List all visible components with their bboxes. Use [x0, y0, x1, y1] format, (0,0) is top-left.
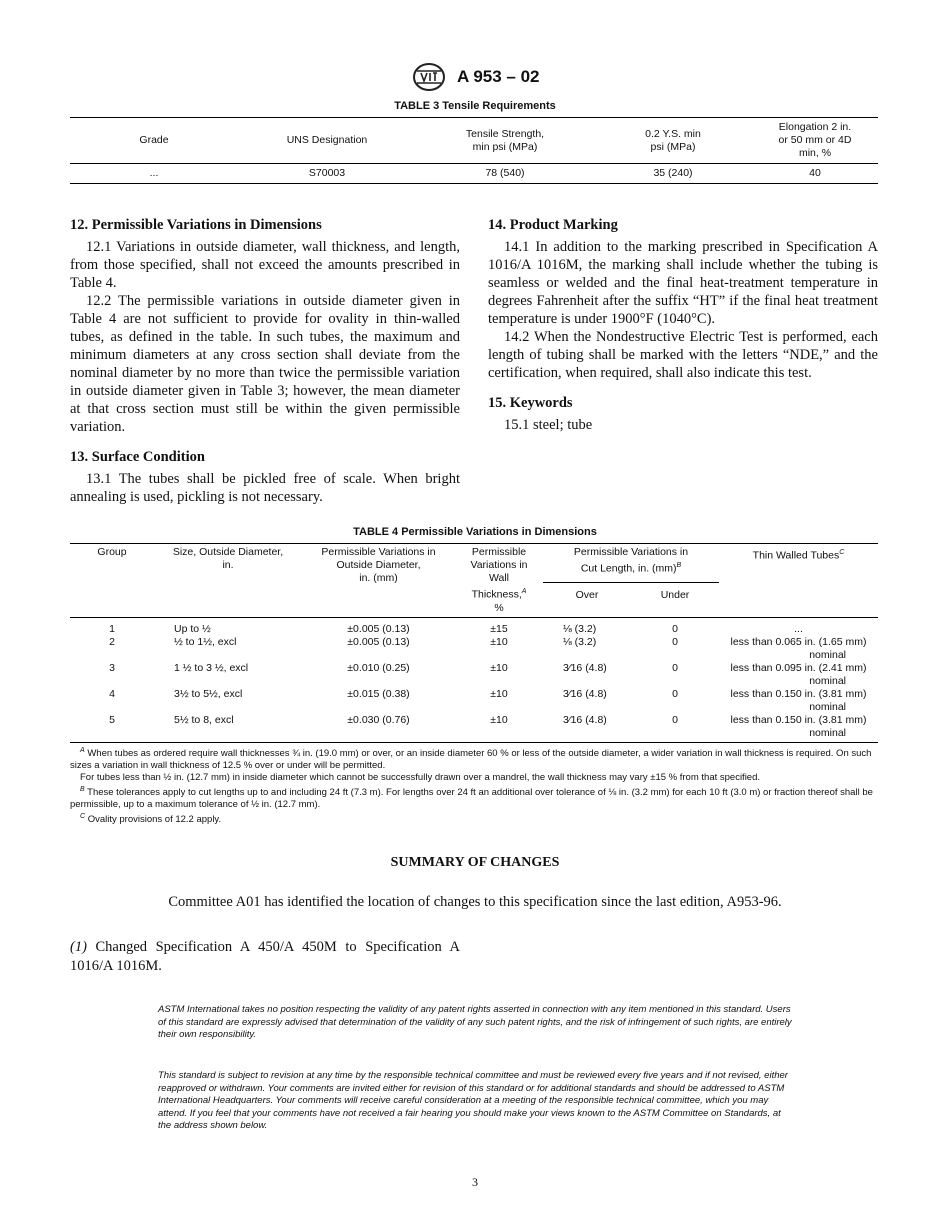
cell-under: 0 — [672, 713, 678, 726]
table-row — [70, 636, 878, 662]
cell-od: ±0.015 (0.38) — [347, 687, 410, 700]
section-15-title: 15. Keywords — [488, 395, 573, 411]
cell-wall: ±10 — [490, 713, 508, 726]
cell-tensile: 78 (540) — [485, 167, 525, 179]
cell-size: 5½ to 8, excl — [174, 713, 234, 726]
cell-thin-walled: less than 0.065 in. (1.65 mm) nominal — [730, 635, 867, 661]
cell-under: 0 — [672, 661, 678, 674]
tensile-requirements-table — [70, 117, 878, 184]
patent-disclaimer: ASTM International takes no position respecting the validity of any patent rights asserted in connection with any item mentioned in this standard. Users of this standard are expressly advised that determination of the validity of any such patent rights, and the risk of infringement of such rights, are entirely their own responsibility. — [158, 1004, 792, 1040]
header-thin-walled: Thin Walled Tubes$^C$ — [719, 544, 878, 618]
cell-size: 1 ½ to 3 ½, excl — [174, 661, 249, 674]
cell-od: ±0.005 (0.13) — [347, 635, 410, 648]
cell-od: ±0.030 (0.76) — [347, 713, 410, 726]
cell-elongation: 40 — [809, 167, 821, 179]
section-15 — [488, 394, 878, 434]
cell-od: ±0.010 (0.25) — [347, 661, 410, 674]
paragraph-14-1: 14.1 In addition to the marking prescribed in Specification A 1016/A 1016M, the marking shall include whether the tubing is seamless or welded and the final heat-treatment temperature in degrees Fahrenheit after the suffix “HT” if the final heat treatment temperature is under 1900°F (1040°C). — [488, 239, 878, 327]
header-group: Group — [70, 544, 154, 618]
section-12 — [70, 216, 460, 436]
header-over: Over — [543, 583, 631, 618]
header-elongation: Elongation 2 in. or 50 mm or 4D min, % — [752, 118, 878, 164]
change-item: (1) Changed Specification A 450/A 450M to Specification A 1016/A 1016M. — [70, 939, 460, 974]
cell-size: Up to ½ — [174, 622, 211, 635]
cell-group: 5 — [109, 713, 115, 726]
revision-disclaimer: This standard is subject to revision at any time by the responsible technical committee and must be reviewed every five years and if not revised, either reapproved or withdrawn. Your comments are invited either for revision of this standard or for additional standards and should be addressed to ASTM International Headquarters. Your comments will receive careful consideration at a meeting of the responsible technical committee, which you may attend. If you feel that your comments have not received a fair hearing you should make your views known to the ASTM Committee on Standards, at the address shown below. — [158, 1070, 788, 1131]
cell-under: 0 — [672, 687, 678, 700]
cell-wall: ±10 — [490, 661, 508, 674]
astm-logo-icon — [411, 62, 447, 92]
header-size: Size, Outside Diameter, in. — [154, 544, 302, 618]
table-row — [70, 688, 878, 714]
header-yield: 0.2 Y.S. min psi (MPa) — [594, 118, 752, 164]
right-column — [488, 216, 878, 446]
header-wall: Permissible Variations in Wall Thickness,$^A$ % — [455, 544, 543, 618]
paragraph-13-1: 13.1 The tubes shall be pickled free of scale. When bright annealing is used, pickling is not necessary. — [70, 471, 460, 505]
section-13 — [70, 448, 460, 506]
cell-over: 3⁄16 (4.8) — [563, 661, 607, 674]
summary-text: Committee A01 has identified the location of changes to this specification since the last edition, A953-96. — [168, 894, 782, 910]
cell-thin-walled: ... — [794, 622, 803, 635]
cell-od: ±0.005 (0.13) — [347, 622, 410, 635]
table-row — [70, 662, 878, 688]
section-14-title: 14. Product Marking — [488, 217, 618, 233]
paragraph-12-2: 12.2 The permissible variations in outside diameter given in Table 4 are not sufficient to provide for ovality in thin-walled tubes, as defined in the table. In such tubes, the maximum and minimum diameters at any cross section shall deviate from the nominal diameter by no more than twice the permissible variation in outside diameter given in Table 3; however, the mean diameter at that cross section must still be within the given permissible variation. — [70, 293, 460, 435]
dimension-variations-table — [70, 543, 878, 743]
cell-wall: ±15 — [490, 622, 508, 635]
cell-under: 0 — [672, 635, 678, 648]
table3-caption: TABLE 3 Tensile Requirements — [394, 100, 556, 112]
cell-wall: ±10 — [490, 635, 508, 648]
page-header — [0, 62, 950, 92]
section-14 — [488, 216, 878, 382]
section-12-title: 12. Permissible Variations in Dimensions — [70, 217, 322, 233]
cell-group: 1 — [109, 622, 115, 635]
cell-group: 3 — [109, 661, 115, 674]
table4-footnotes — [70, 745, 880, 826]
header-od: Permissible Variations in Outside Diameter, in. (mm) — [302, 544, 455, 618]
cell-over: ⅛ (3.2) — [563, 622, 597, 635]
left-column — [70, 216, 460, 518]
cell-thin-walled: less than 0.095 in. (2.41 mm) nominal — [730, 661, 867, 687]
cell-over: ⅛ (3.2) — [563, 635, 597, 648]
footnote-c: $^C$ Ovality provisions of 12.2 apply. — [80, 813, 222, 826]
paragraph-15-1: 15.1 steel; tube — [504, 417, 593, 433]
cell-thin-walled: less than 0.150 in. (3.81 mm) nominal — [730, 687, 867, 713]
header-uns: UNS Designation — [238, 118, 416, 164]
footnote-b: $^B$ These tolerances apply to cut lengths up to and including 24 ft (7.3 m). For lengths over 24 ft an additional over tolerance of ⅛ in. (3.2 mm) for each 10 ft (3.0 m) or fraction thereof shall be permissible, up to a maximum tolerance of ½ in. (12.7 mm). — [70, 786, 873, 811]
paragraph-14-2: 14.2 When the Nondestructive Electric Test is performed, each length of tubing shall be marked with the letters “NDE,” and the certification, when required, shall also indicate this test. — [488, 329, 878, 381]
cell-over: 3⁄16 (4.8) — [563, 713, 607, 726]
cell-size: 3½ to 5½, excl — [174, 687, 243, 700]
header-under: Under — [631, 583, 719, 618]
cell-uns: S70003 — [308, 167, 346, 179]
cell-wall: ±10 — [490, 687, 508, 700]
paragraph-12-1: 12.1 Variations in outside diameter, wall thickness, and length, from those specified, shall not exceed the amounts prescribed in Table 4. — [70, 239, 460, 291]
table4-caption: TABLE 4 Permissible Variations in Dimensions — [353, 526, 597, 538]
table-row — [70, 714, 878, 743]
summary-title: SUMMARY OF CHANGES — [390, 855, 560, 870]
cell-yield: 35 (240) — [653, 167, 693, 179]
footnote-a: $^A$ When tubes as ordered require wall thicknesses ¾ in. (19.0 mm) or over, or an inside diameter 60 % or less of the outside diameter, a wider variation in wall thickness is required. On such sizes a variation in wall thickness of 12.5 % over or under will be permitted. — [70, 747, 872, 772]
page-number: 3 — [472, 1175, 478, 1189]
cell-grade: ... — [149, 167, 159, 179]
cell-group: 4 — [109, 687, 115, 700]
section-13-title: 13. Surface Condition — [70, 449, 205, 465]
cell-under: 0 — [672, 622, 678, 635]
cell-thin-walled: less than 0.150 in. (3.81 mm) nominal — [730, 713, 867, 739]
cell-size: ½ to 1½, excl — [174, 635, 237, 648]
table-row — [70, 164, 878, 184]
header-grade: Grade — [70, 118, 238, 164]
header-cut-length: Permissible Variations in Cut Length, in. (mm)$^B$ — [543, 544, 719, 583]
footnote-a2: For tubes less than ½ in. (12.7 mm) in inside diameter which cannot be successfully drawn over a mandrel, the wall thickness may vary ±15 % from that specified. — [80, 772, 761, 784]
cell-over: 3⁄16 (4.8) — [563, 687, 607, 700]
cell-group: 2 — [109, 635, 115, 648]
header-tensile: Tensile Strength, min psi (MPa) — [416, 118, 594, 164]
document-id: A 953 – 02 — [456, 67, 540, 86]
table-row — [70, 617, 878, 636]
